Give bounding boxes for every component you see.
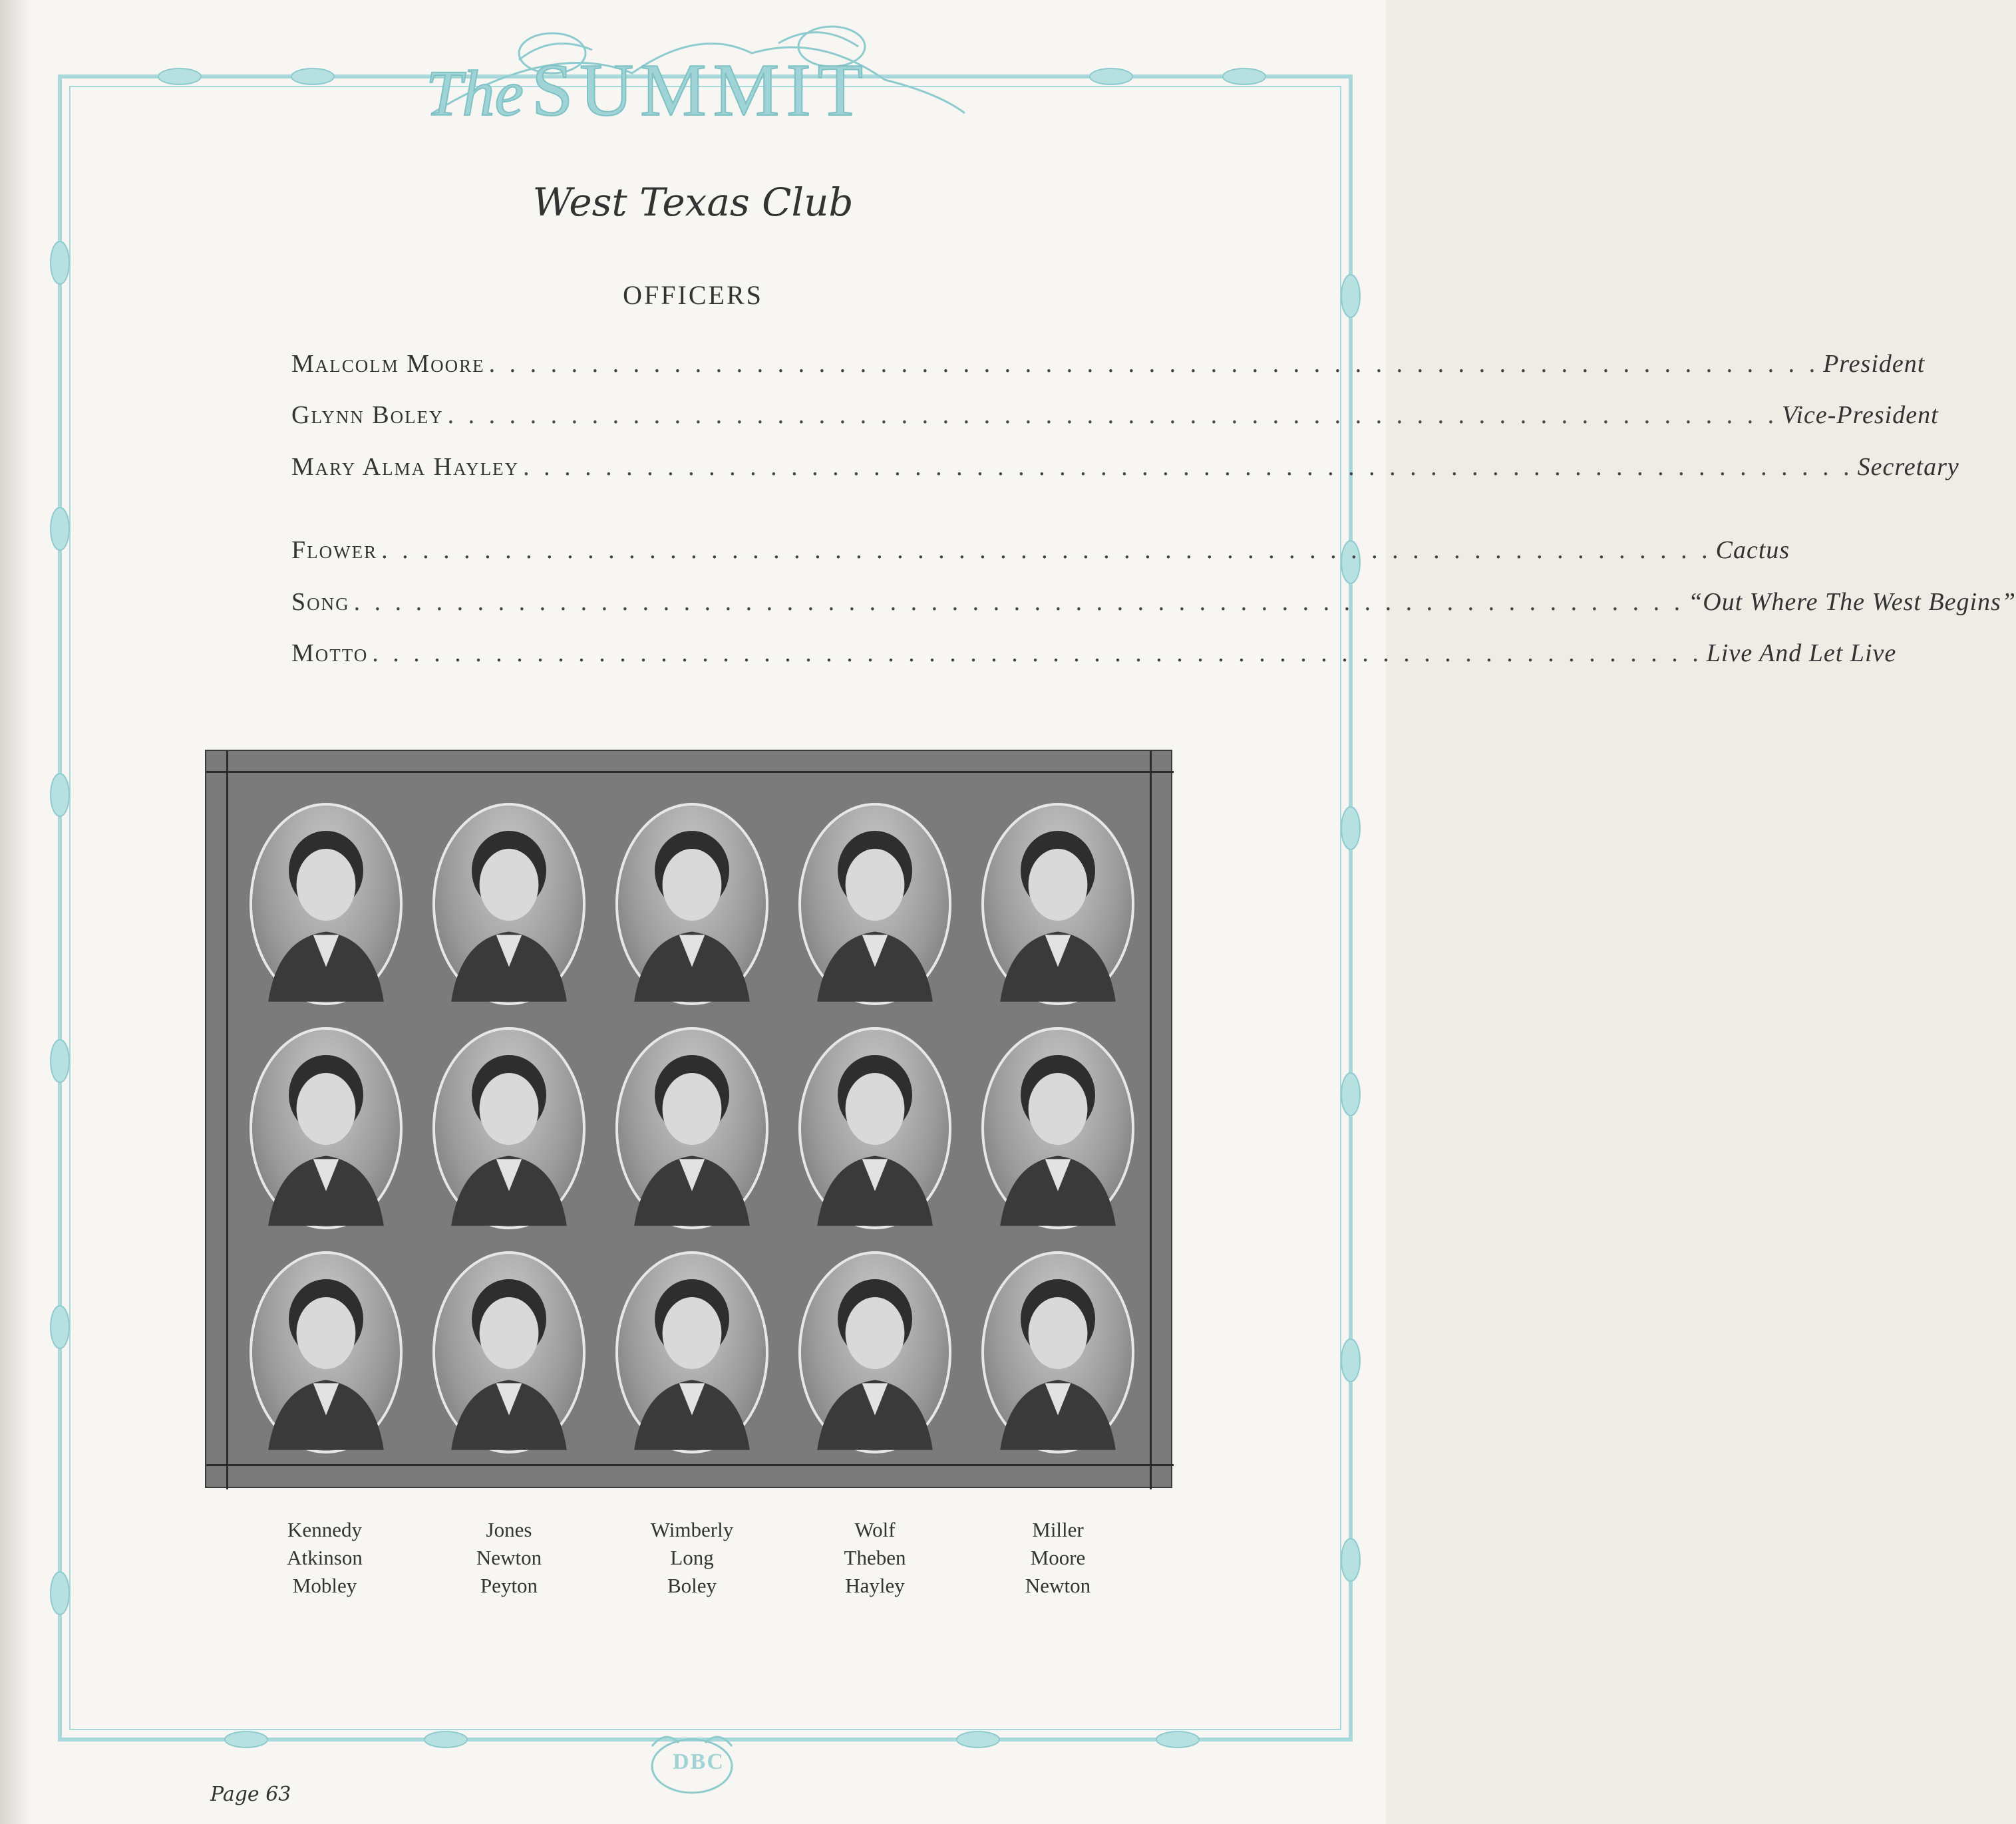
portrait-silhouette bbox=[435, 1030, 583, 1227]
leader-dots: . . . . . . . . . . . . . . . . . . . . . . . . . . . . . . . . . . . . . . . . . . . . . . . . . . . . . . . . . . . . . . . . . bbox=[381, 536, 1712, 564]
emblem-line-flower bbox=[291, 535, 1790, 571]
student-name: Newton bbox=[1025, 1574, 1091, 1597]
student-portrait bbox=[615, 1251, 768, 1453]
student-name: Peyton bbox=[480, 1574, 538, 1597]
club-title: West Texas Club bbox=[532, 180, 854, 225]
portrait-silhouette bbox=[618, 806, 766, 1002]
student-portrait bbox=[615, 803, 768, 1005]
student-portrait bbox=[432, 1251, 586, 1453]
portrait-silhouette bbox=[801, 1254, 949, 1451]
student-name: Boley bbox=[667, 1574, 717, 1597]
name-column-3 bbox=[619, 1516, 765, 1600]
frame-rule bbox=[206, 771, 1174, 773]
student-portrait bbox=[432, 803, 586, 1005]
leader-dots: . . . . . . . . . . . . . . . . . . . . . . . . . . . . . . . . . . . . . . . . . . . . . . . . . . . . . . . . . . . . . . . . . bbox=[353, 588, 1685, 616]
page-number: Page 63 bbox=[210, 1783, 291, 1806]
portrait-silhouette bbox=[984, 806, 1132, 1002]
leader-dots: . . . . . . . . . . . . . . . . . . . . . . . . . . . . . . . . . . . . . . . . . . . . . . . . . . . . . . . . . . . . . . . . . bbox=[488, 350, 1820, 378]
portrait-silhouette bbox=[618, 1030, 766, 1227]
emblem-line-song bbox=[291, 587, 2016, 623]
frame-rule bbox=[1150, 751, 1152, 1489]
student-name: Moore bbox=[1030, 1546, 1086, 1569]
student-portrait bbox=[981, 1251, 1134, 1453]
officers-heading: OFFICERS bbox=[623, 280, 763, 310]
student-name: Wolf bbox=[854, 1518, 896, 1541]
student-name: Wimberly bbox=[650, 1518, 734, 1541]
student-name: Long bbox=[670, 1546, 714, 1569]
portrait-silhouette bbox=[984, 1030, 1132, 1227]
frame-rule bbox=[206, 1464, 1174, 1466]
student-portrait bbox=[250, 803, 403, 1005]
student-name: Miller bbox=[1032, 1518, 1084, 1541]
student-name: Jones bbox=[486, 1518, 532, 1541]
portrait-panel bbox=[205, 750, 1172, 1488]
portrait-silhouette bbox=[252, 1030, 400, 1227]
portrait-silhouette bbox=[435, 806, 583, 1002]
name-column-5 bbox=[985, 1516, 1131, 1600]
portrait-silhouette bbox=[435, 1254, 583, 1451]
student-portrait bbox=[981, 803, 1134, 1005]
portrait-silhouette bbox=[984, 1254, 1132, 1451]
officer-name: Malcolm Moore bbox=[291, 350, 485, 378]
emblem-line-motto bbox=[291, 639, 1897, 675]
yearbook-title-the: The bbox=[426, 58, 524, 130]
student-name: Newton bbox=[476, 1546, 542, 1569]
emblem-label: Motto bbox=[291, 639, 369, 667]
student-portrait bbox=[798, 1251, 951, 1453]
student-name: Kennedy bbox=[287, 1518, 362, 1541]
student-name: Mobley bbox=[292, 1574, 357, 1597]
officer-line-vice-president bbox=[291, 400, 1939, 436]
name-column-4 bbox=[802, 1516, 948, 1600]
emblem-value: Live And Let Live bbox=[1706, 639, 1897, 667]
student-portrait bbox=[981, 1027, 1134, 1229]
emblem-label: Song bbox=[291, 588, 350, 616]
student-portrait bbox=[798, 1027, 951, 1229]
leader-dots: . . . . . . . . . . . . . . . . . . . . . . . . . . . . . . . . . . . . . . . . . . . . . . . . . . . . . . . . . . . . . . . . . bbox=[372, 639, 1703, 667]
student-name: Atkinson bbox=[287, 1546, 363, 1569]
portrait-silhouette bbox=[801, 1030, 949, 1227]
yearbook-title-summit: SUMMIT bbox=[532, 49, 870, 132]
student-name: Hayley bbox=[845, 1574, 905, 1597]
emblem-value: Cactus bbox=[1715, 536, 1790, 564]
frame-rule bbox=[226, 751, 228, 1489]
officer-role: Secretary bbox=[1857, 453, 1959, 481]
emblem-value: “Out Where The West Begins” bbox=[1688, 588, 2016, 616]
portrait-silhouette bbox=[252, 1254, 400, 1451]
portrait-silhouette bbox=[252, 806, 400, 1002]
student-portrait bbox=[250, 1027, 403, 1229]
portrait-silhouette bbox=[618, 1254, 766, 1451]
officer-name: Mary Alma Hayley bbox=[291, 453, 520, 481]
leader-dots: . . . . . . . . . . . . . . . . . . . . . . . . . . . . . . . . . . . . . . . . . . . . . . . . . . . . . . . . . . . . . . . . . bbox=[523, 453, 1854, 481]
student-portrait bbox=[250, 1251, 403, 1453]
student-portrait bbox=[432, 1027, 586, 1229]
leader-dots: . . . . . . . . . . . . . . . . . . . . . . . . . . . . . . . . . . . . . . . . . . . . . . . . . . . . . . . . . . . . . . . . . bbox=[447, 401, 1778, 429]
name-column-1 bbox=[252, 1516, 398, 1600]
emblem-label: Flower bbox=[291, 536, 378, 564]
page-binding-shadow bbox=[0, 0, 32, 1824]
officer-role: President bbox=[1823, 350, 1926, 378]
student-portrait bbox=[615, 1027, 768, 1229]
officer-line-president bbox=[291, 349, 1926, 385]
officer-role: Vice-President bbox=[1782, 401, 1939, 429]
yearbook-title bbox=[426, 48, 958, 132]
officer-line-secretary bbox=[291, 452, 1959, 488]
printer-mark-text: DBC bbox=[673, 1749, 725, 1774]
student-name: Theben bbox=[844, 1546, 906, 1569]
name-column-2 bbox=[436, 1516, 582, 1600]
student-portrait bbox=[798, 803, 951, 1005]
officer-name: Glynn Boley bbox=[291, 401, 444, 429]
portrait-silhouette bbox=[801, 806, 949, 1002]
